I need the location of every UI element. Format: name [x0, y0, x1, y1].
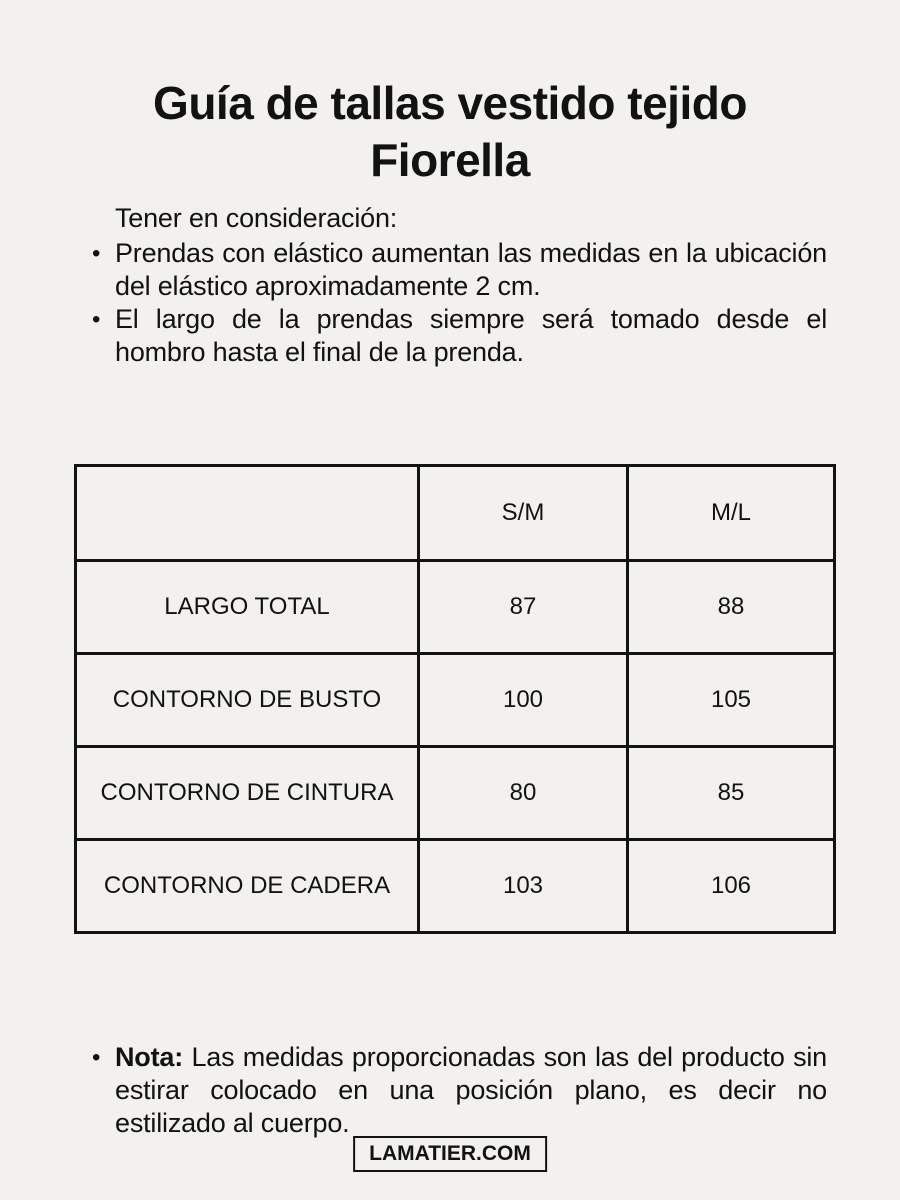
cell-value: 100	[419, 654, 628, 747]
note-paragraph	[115, 1041, 827, 1140]
row-label: CONTORNO DE CINTURA	[76, 747, 419, 840]
table-header-sm: S/M	[419, 466, 628, 561]
note-text: Las medidas proporcionadas son las del producto sin estirar colocado en una posición plano, es decir no estilizado al cuerpo.	[115, 1042, 827, 1138]
cell-value: 87	[419, 561, 628, 654]
table-header-row	[76, 466, 835, 561]
brand-badge: LAMATIER.COM	[353, 1136, 547, 1172]
considerations-heading: Tener en consideración:	[115, 203, 398, 233]
cell-value: 88	[628, 561, 835, 654]
table-row	[76, 654, 835, 747]
note-label: Nota:	[115, 1042, 183, 1072]
consideration-item: • Prendas con elástico aumentan las medidas en la ubicación del elástico aproximadamente 2 cm.	[115, 237, 827, 303]
consideration-item: • El largo de la prendas siempre será tomado desde el hombro hasta el final de la prenda.	[115, 303, 827, 369]
table-row	[76, 840, 835, 933]
page-title	[0, 75, 900, 189]
cell-value: 103	[419, 840, 628, 933]
row-label: CONTORNO DE BUSTO	[76, 654, 419, 747]
considerations-section	[115, 202, 827, 369]
table-header-measure	[76, 466, 419, 561]
row-label: CONTORNO DE CADERA	[76, 840, 419, 933]
table-header-ml: M/L	[628, 466, 835, 561]
cell-value: 106	[628, 840, 835, 933]
size-table	[74, 464, 836, 934]
page-title-line1: Guía de tallas vestido tejido	[153, 76, 747, 129]
table-row	[76, 747, 835, 840]
table-row	[76, 561, 835, 654]
cell-value: 105	[628, 654, 835, 747]
considerations-list	[115, 237, 827, 369]
row-label: LARGO TOTAL	[76, 561, 419, 654]
page-title-line2: Fiorella	[370, 133, 530, 186]
cell-value: 85	[628, 747, 835, 840]
cell-value: 80	[419, 747, 628, 840]
